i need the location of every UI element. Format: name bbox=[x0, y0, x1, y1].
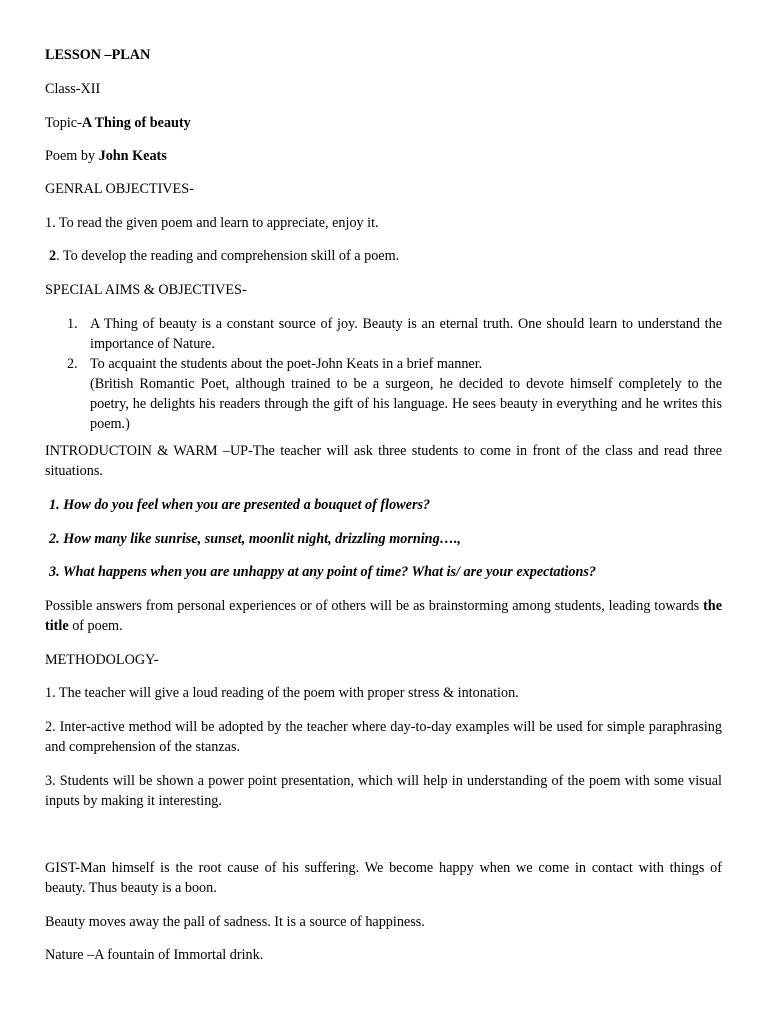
class-line: Class-XII bbox=[45, 81, 101, 97]
poem-author-line bbox=[45, 146, 722, 166]
topic-line bbox=[45, 113, 722, 133]
poem-author-name: John Keats bbox=[98, 148, 167, 164]
special-aims-heading: SPECIAL AIMS & OBJECTIVES- bbox=[45, 282, 247, 298]
list-number: 2. bbox=[67, 356, 78, 372]
methodology-heading: METHODOLOGY- bbox=[45, 652, 159, 668]
warmup-question-3: 3. What happens when you are unhappy at any point of time? What is/ are your expectations? bbox=[49, 564, 596, 580]
warmup-question-2: 2. How many like sunrise, sunset, moonlit night, drizzling morning…., bbox=[49, 531, 461, 547]
list-number: 1. bbox=[67, 316, 78, 332]
methodology-item-3: 3. Students will be shown a power point presentation, which will help in understanding of the poem with some visual inputs by making it interesting. bbox=[45, 773, 722, 809]
poem-author-label: Poem by bbox=[45, 148, 99, 164]
topic-label: Topic- bbox=[45, 115, 82, 131]
nature-paragraph: Nature –A fountain of Immortal drink. bbox=[45, 947, 264, 963]
poet-description: (British Romantic Poet, although trained to be a surgeon, he decided to devote himself completely to the poetry, he delights his readers through the gift of his language. He sees beauty in everything and he writes this poem.) bbox=[90, 376, 722, 432]
general-objectives-heading: GENRAL OBJECTIVES- bbox=[45, 181, 194, 197]
general-objective-2-number: 2 bbox=[49, 248, 57, 264]
introduction-paragraph: INTRODUCTOIN & WARM –UP-The teacher will ask three students to come in front of the class and read three situations. bbox=[45, 443, 722, 479]
possible-answers-end: of poem. bbox=[68, 618, 123, 634]
gist-paragraph: GIST-Man himself is the root cause of his suffering. We become happy when we come in contact with things of beauty. Thus beauty is a boon. bbox=[45, 860, 722, 896]
list-item-text: To acquaint the students about the poet-John Keats in a brief manner. bbox=[90, 356, 483, 372]
possible-answers-paragraph bbox=[45, 596, 722, 636]
general-objective-2-text: . To develop the reading and comprehension skill of a poem. bbox=[56, 248, 400, 264]
methodology-item-1: 1. The teacher will give a loud reading of the poem with proper stress & intonation. bbox=[45, 685, 519, 701]
special-aim-item bbox=[45, 314, 722, 354]
special-aims-list bbox=[45, 314, 722, 434]
possible-answers-text: Possible answers from personal experiences or of others will be as brainstorming among students, leading towards bbox=[45, 598, 704, 614]
warmup-question-1: 1. How do you feel when you are presented a bouquet of flowers? bbox=[49, 497, 431, 513]
beauty-paragraph: Beauty moves away the pall of sadness. It is a source of happiness. bbox=[45, 914, 425, 930]
general-objective-1: 1. To read the given poem and learn to appreciate, enjoy it. bbox=[45, 215, 379, 231]
lesson-plan-title: LESSON –PLAN bbox=[45, 47, 151, 63]
the-title-emphasis: the title bbox=[45, 598, 722, 634]
topic-value: A Thing of beauty bbox=[81, 115, 191, 131]
general-objective-2 bbox=[49, 246, 726, 266]
methodology-item-2: 2. Inter-active method will be adopted by the teacher where day-to-day examples will be used for simple paraphrasing and comprehension of the stanzas. bbox=[45, 719, 722, 755]
list-item-text: A Thing of beauty is a constant source of joy. Beauty is an eternal truth. One should learn to understand the importance of Nature. bbox=[90, 316, 722, 352]
special-aim-item bbox=[45, 354, 722, 434]
